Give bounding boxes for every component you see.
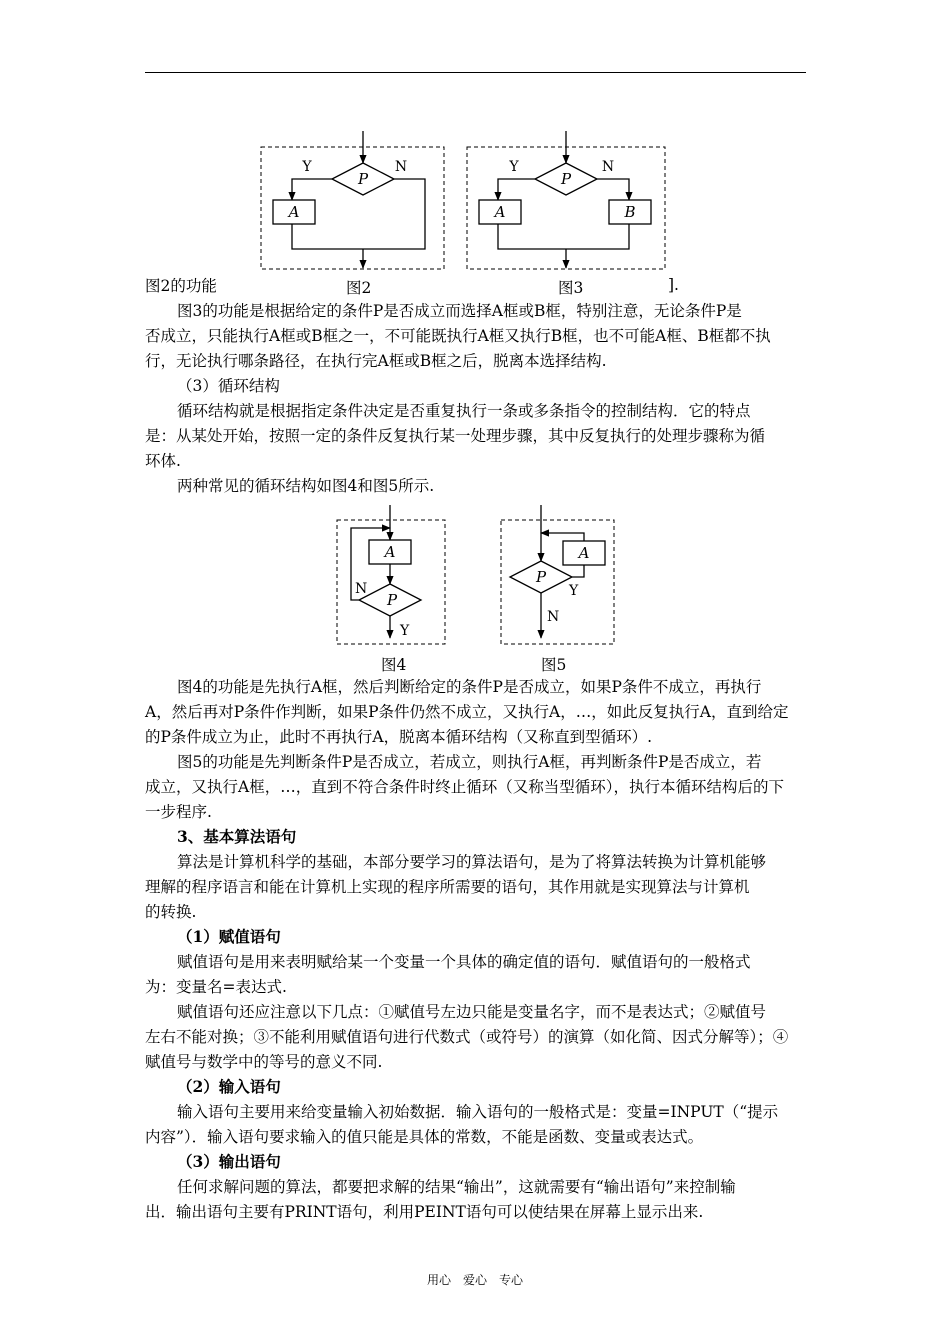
paragraph-line: A，然后再对P条件作判断，如果P条件仍然不成立，又执行A，…，如此反复执行A，直到给定 [145, 703, 789, 721]
p-label: P [535, 568, 547, 586]
paragraph-line: 行，无论执行哪条路径，在执行完A框或B框之后，脱离本选择结构. [145, 352, 607, 370]
paragraph-line: 是：从某处开始，按照一定的条件反复执行某一处理步骤，其中反复执行的处理步骤称为循 [145, 427, 766, 445]
paragraph-line: 赋值语句还应注意以下几点：①赋值号左边只能是变量名字，而不是表达式；②赋值号 [177, 1003, 767, 1021]
y-label: Y [400, 623, 410, 639]
paragraph-line: 为：变量名=表达式. [145, 978, 287, 996]
paragraph-line: 赋值号与数学中的等号的意义不同. [145, 1053, 383, 1071]
page-footer: 用心 爱心 专心 [426, 1273, 523, 1287]
paragraph-line: 内容”）．输入语句要求输入的值只能是具体的常数，不能是函数、变量或表达式。 [145, 1128, 704, 1146]
p-label: P [386, 591, 398, 609]
paragraph-line: 左右不能对换；③不能利用赋值语句进行代数式（或符号）的演算（如化简、因式分解等）；④ [145, 1028, 789, 1046]
figure-4-caption: 图4 [381, 656, 407, 674]
paragraph-line: 两种常见的循环结构如图4和图5所示. [177, 477, 435, 495]
paragraph-line: 的P条件成立为止，此时不再执行A，脱离本循环结构（又称直到型循环）. [145, 728, 653, 746]
subsection-heading: （3）输出语句 [177, 1152, 281, 1171]
paragraph-line: 一步程序. [145, 803, 212, 821]
p-label: P [357, 170, 369, 188]
n-label: N [355, 581, 368, 597]
paragraph-line: 否成立，只能执行A框或B框之一，不可能既执行A框又执行B框，也不可能A框、B框都不执 [145, 327, 771, 345]
n-label: N [601, 159, 615, 175]
a-label: A [494, 203, 506, 221]
figure-4-loop-diagram [335, 503, 450, 651]
figure-5-caption: 图5 [541, 656, 567, 674]
y-label: Y [302, 159, 312, 175]
fig2-tail-text: ]. [668, 276, 679, 294]
y-label: Y [509, 159, 519, 175]
paragraph-line: 输入语句主要用来给变量输入初始数据．输入语句的一般格式是：变量=INPUT（“提示 [177, 1103, 779, 1121]
header-rule [145, 72, 806, 73]
paragraph-line: 的转换. [145, 903, 197, 921]
figure-3-caption: 图3 [558, 279, 584, 297]
figure-5-loop-diagram [499, 503, 619, 651]
n-label: N [394, 159, 408, 175]
y-label: Y [569, 583, 579, 599]
fig2-function-text: 图2的功能 [145, 277, 217, 295]
p-label: P [560, 170, 572, 188]
a-label: A [288, 203, 300, 221]
paragraph-line: 理解的程序语言和能在计算机上实现的程序所需要的语句，其作用就是实现算法与计算机 [145, 878, 750, 896]
paragraph-line: 任何求解问题的算法，都要把求解的结果“输出”，这就需要有“输出语句”来控制输 [177, 1178, 736, 1196]
a-label: A [578, 544, 590, 562]
paragraph-line: 图4的功能是先执行A框，然后判断给定的条件P是否成立，如果P条件不成立，再执行 [177, 678, 762, 696]
subsection-heading: （2）输入语句 [177, 1077, 281, 1096]
section-heading: （3）循环结构 [177, 377, 280, 395]
paragraph-line: 出．输出语句主要有PRINT语句，利用PEINT语句可以使结果在屏幕上显示出来. [145, 1203, 704, 1221]
figure-2-caption: 图2 [346, 279, 372, 297]
paragraph-line: 成立，又执行A框，…，直到不符合条件时终止循环（又称当型循环），执行本循环结构后的下 [145, 778, 784, 796]
b-label: B [624, 203, 636, 221]
section-heading: 3、基本算法语句 [177, 827, 297, 846]
paragraph-line: 图5的功能是先判断条件P是否成立，若成立，则执行A框，再判断条件P是否成立，若 [177, 753, 762, 771]
paragraph-line: 算法是计算机科学的基础，本部分要学习的算法语句，是为了将算法转换为计算机能够 [177, 853, 767, 871]
n-label: N [547, 609, 560, 625]
dashed-frame [337, 520, 445, 644]
paragraph-line: 图3的功能是根据给定的条件P是否成立而选择A框或B框，特别注意，无论条件P是 [177, 302, 742, 320]
paragraph-line: 环体. [145, 452, 181, 470]
subsection-heading: （1）赋值语句 [177, 927, 281, 946]
figure-2-selection-diagram [259, 128, 449, 273]
paragraph-line: 赋值语句是用来表明赋给某一个变量一个具体的确定值的语句．赋值语句的一般格式 [177, 953, 751, 971]
a-label: A [384, 543, 396, 561]
paragraph-line: 循环结构就是根据指定条件决定是否重复执行一条或多条指令的控制结构．它的特点 [177, 402, 751, 420]
figure-3-selection-diagram [465, 128, 675, 273]
